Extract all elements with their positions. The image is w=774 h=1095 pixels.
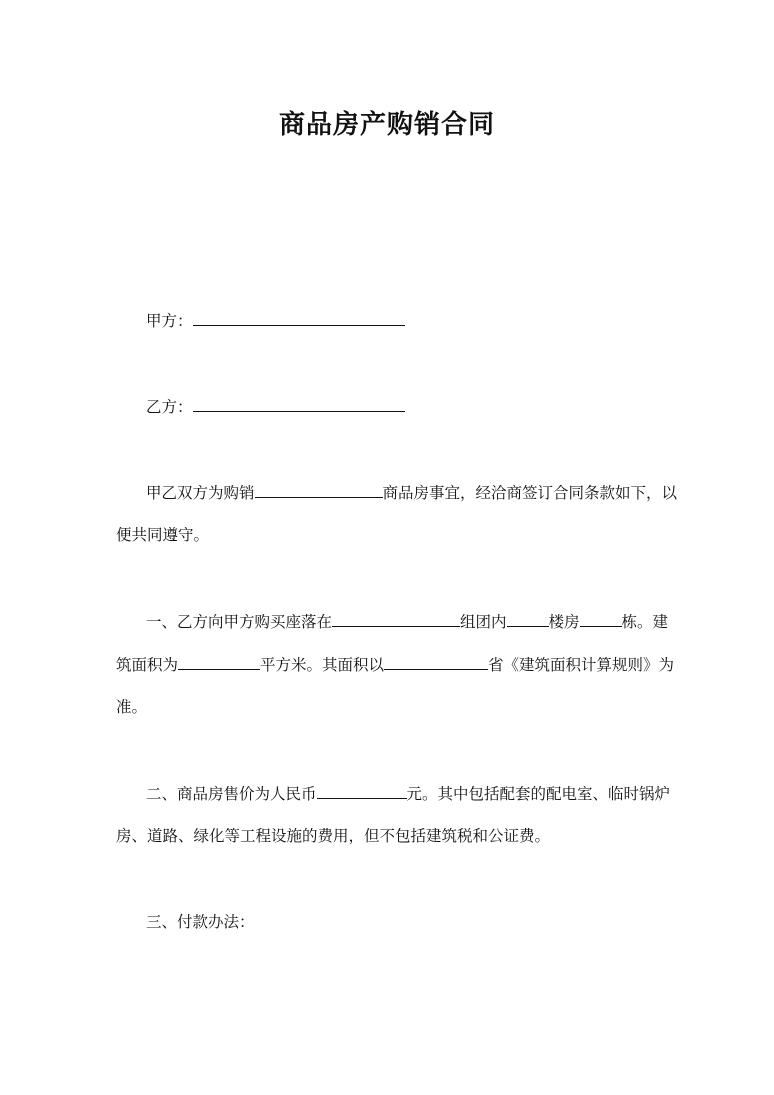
province-blank[interactable]: [384, 653, 488, 670]
unit-blank[interactable]: [580, 610, 622, 627]
clause1-text-1: 一、乙方向甲方购买座落在: [146, 613, 333, 631]
clause1-text-2: 组团内: [460, 613, 507, 631]
clause1-text-7: 省《建筑面积计算规则》为: [488, 656, 675, 674]
clause1-text-5: 筑面积为: [116, 656, 179, 674]
clause1-text-6: 平方米。其面积以: [260, 656, 385, 674]
clause1-text-8: 准。: [116, 698, 148, 716]
clause1-line-2: [116, 653, 674, 676]
building-blank[interactable]: [507, 610, 549, 627]
clause1-line-1: [146, 610, 668, 633]
clause2-text-3: 房、道路、绿化等工程设施的费用，但不包括建筑税和公证费。: [116, 827, 551, 845]
party-b-blank[interactable]: [193, 395, 405, 412]
clause2-text-1: 二、商品房售价为人民币: [146, 785, 317, 803]
location-blank[interactable]: [332, 610, 460, 627]
clause2-text-2: 元。其中包括配套的配电室、临时锅炉: [406, 785, 671, 803]
clause1-text-3: 楼房: [548, 613, 580, 631]
party-b-label: 乙方：: [146, 398, 193, 416]
clause1-line-3: [116, 696, 147, 718]
purchase-item-blank[interactable]: [255, 481, 383, 498]
area-blank[interactable]: [178, 653, 260, 670]
party-a-label: 甲方：: [146, 312, 193, 330]
page-title: 商品房产购销合同: [278, 110, 495, 140]
intro-text-1: 甲乙双方为购销: [146, 484, 255, 502]
clause2-line-1: [146, 782, 670, 805]
intro-text-2: 商品房事宜，经洽商签订合同条款如下，以: [382, 484, 678, 502]
party-b-line: [146, 395, 405, 418]
clause3-line-1: [146, 911, 255, 933]
clause1-text-4: 栋。建: [621, 613, 669, 631]
price-blank[interactable]: [317, 782, 407, 799]
clause3-label: 三、付款办法：: [146, 913, 255, 931]
intro-line-2: [116, 524, 209, 546]
clause2-line-2: [116, 825, 550, 847]
party-a-blank[interactable]: [193, 309, 405, 326]
intro-text-3: 便共同遵守。: [116, 526, 210, 544]
intro-line-1: [146, 481, 677, 504]
party-a-line: [146, 309, 405, 332]
